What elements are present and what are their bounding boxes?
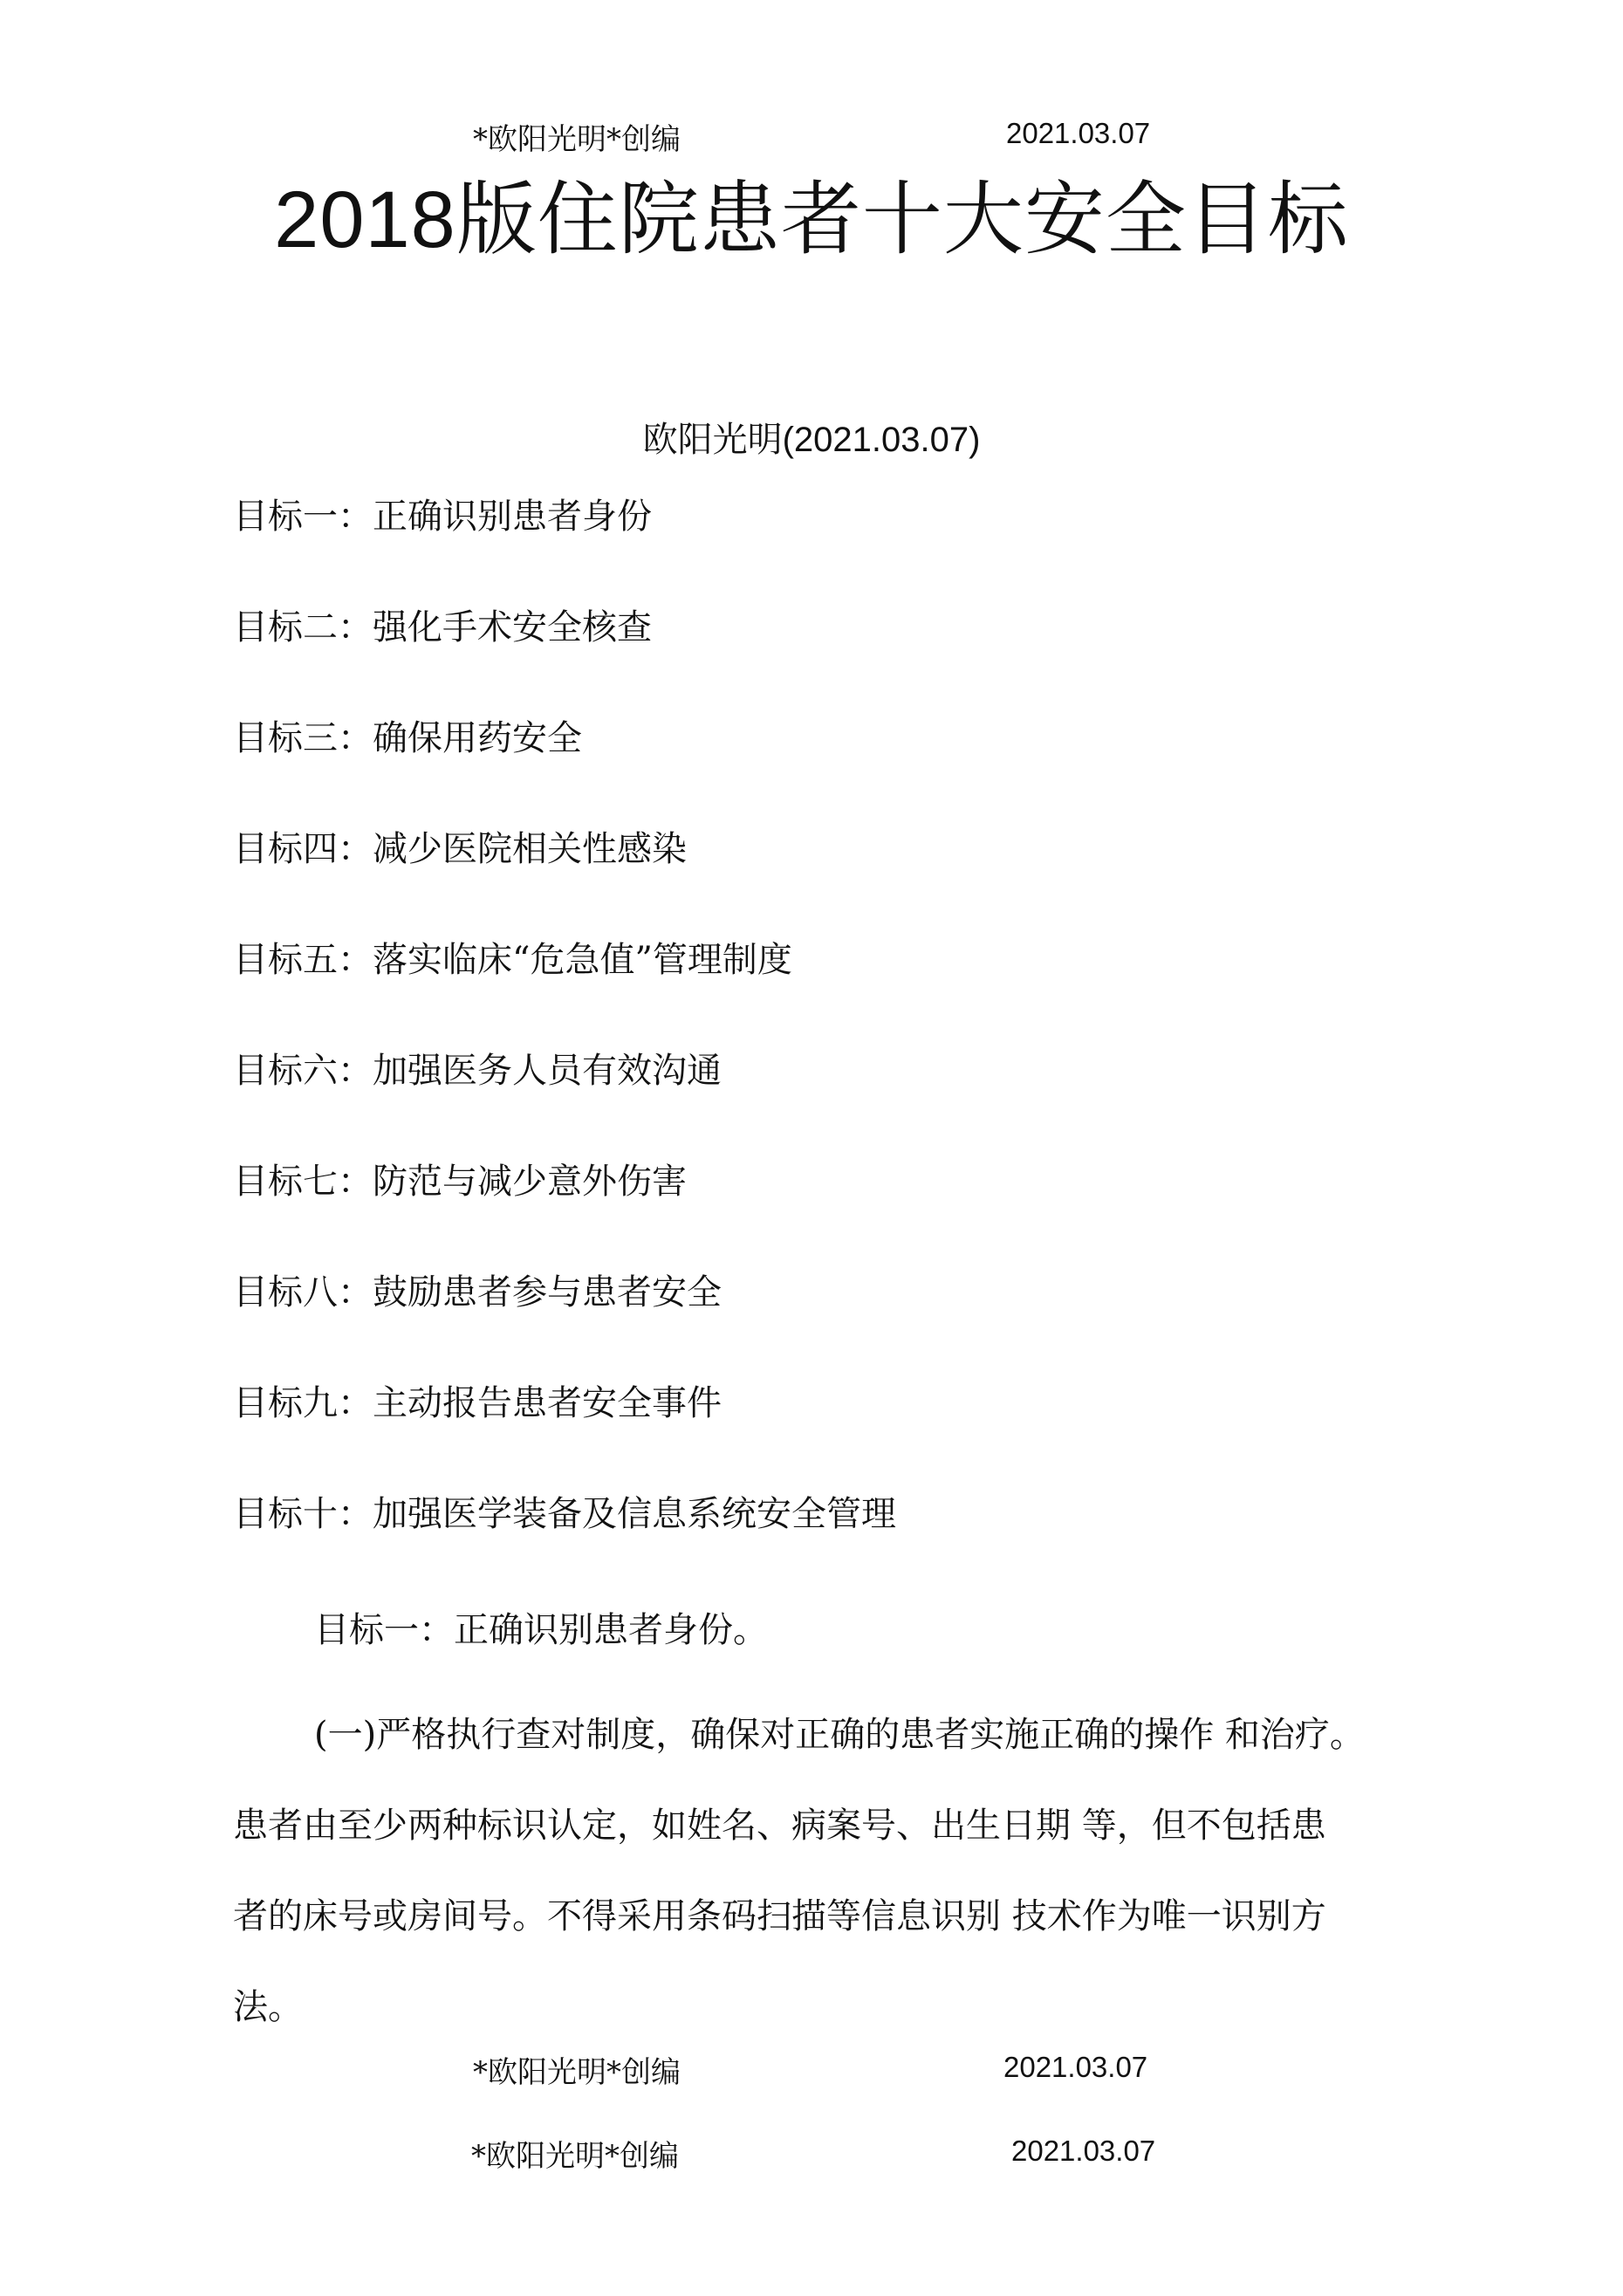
document-title: 2018版住院患者十大安全目标 bbox=[274, 175, 1349, 264]
goal-item-5: 目标五：落实临床“危急值”管理制度 bbox=[233, 940, 792, 980]
paragraph-line: 法。 bbox=[233, 1987, 303, 2027]
goal-item-10: 目标十：加强医学装备及信息系统安全管理 bbox=[233, 1494, 896, 1534]
goal-item-6: 目标六：加强医务人员有效沟通 bbox=[233, 1051, 722, 1091]
goal-item-2: 目标二：强化手术安全核查 bbox=[233, 607, 652, 648]
goal-item-9: 目标九：主动报告患者安全事件 bbox=[233, 1383, 722, 1423]
header-date: 2021.03.07 bbox=[1006, 117, 1151, 149]
section-paragraph bbox=[233, 1689, 1437, 2053]
footer-author: *欧阳光明*创编 bbox=[471, 2139, 679, 2174]
footer-date: 2021.03.07 bbox=[1003, 2051, 1148, 2083]
footer-date: 2021.03.07 bbox=[1011, 2135, 1156, 2167]
paragraph-line: 患者由至少两种标识认定，如姓名、病案号、出生日期 等，但不包括患 bbox=[233, 1806, 1326, 1846]
section-heading: 目标一：正确识别患者身份。 bbox=[314, 1610, 768, 1650]
goal-item-7: 目标七：防范与减少意外伤害 bbox=[233, 1162, 687, 1202]
goal-item-4: 目标四：减少医院相关性感染 bbox=[233, 829, 687, 869]
goal-item-8: 目标八：鼓励患者参与患者安全 bbox=[233, 1272, 722, 1312]
goal-item-1: 目标一：正确识别患者身份 bbox=[233, 497, 652, 537]
paragraph-line: 者的床号或房间号。不得采用条码扫描等信息识别 技术作为唯一识别方 bbox=[233, 1896, 1326, 1936]
byline: 欧阳光明(2021.03.07) bbox=[642, 421, 981, 459]
paragraph-line: (一)严格执行查对制度，确保对正确的患者实施正确的操作 和治疗。 bbox=[314, 1715, 1365, 1755]
header-author: *欧阳光明*创编 bbox=[473, 122, 681, 157]
goal-item-3: 目标三：确保用药安全 bbox=[233, 718, 582, 758]
footer-author: *欧阳光明*创编 bbox=[473, 2055, 681, 2090]
goal-list bbox=[233, 495, 896, 1603]
